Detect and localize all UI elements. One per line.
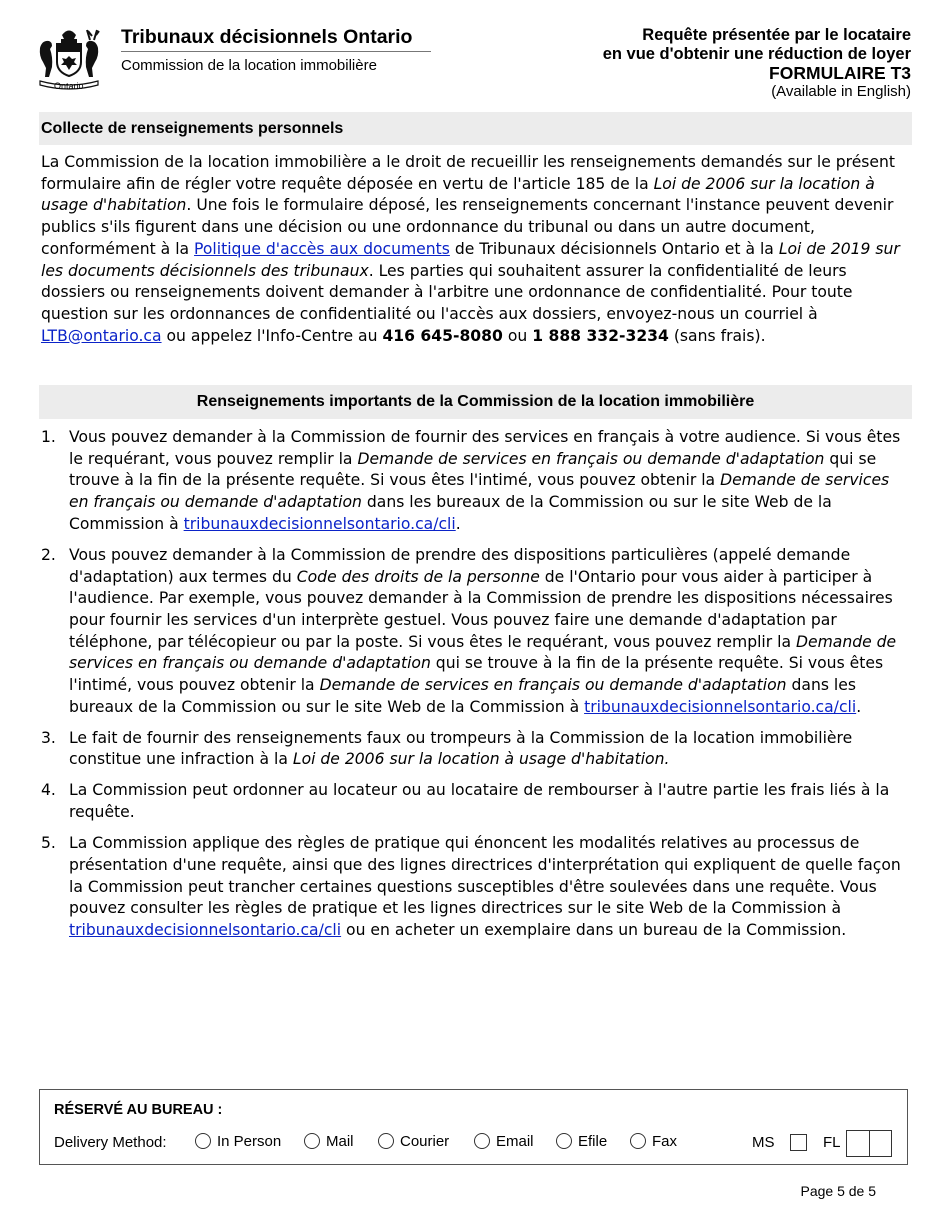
privacy-paragraph — [41, 152, 913, 347]
item-text: Vous pouvez demander à la Commission de prendre des dispositions particulières (appelé demande d'adaptation) aux termes du — [69, 545, 851, 586]
access-policy-link[interactable]: Politique d'accès aux documents — [194, 239, 450, 258]
privacy-act-title: Loi de 2006 sur la location à usage d'habitation — [41, 174, 875, 215]
phone-toll-free: 1 888 332-3234 — [532, 326, 669, 345]
radio-button[interactable] — [474, 1133, 490, 1149]
item-text: Le fait de fournir des renseignements faux ou trompeurs à la Commission de la location immobilière constitue une infraction à la — [69, 728, 853, 769]
form-code: FORMULAIRE T3 — [769, 63, 911, 83]
delivery-courier-option[interactable] — [378, 1133, 449, 1150]
radio-button[interactable] — [378, 1133, 394, 1149]
option-label: In Person — [217, 1133, 282, 1150]
list-item — [41, 427, 913, 536]
option-label: Fax — [652, 1133, 678, 1150]
list-item-number: 2. — [41, 545, 56, 564]
list-item — [41, 728, 913, 771]
item-text: dans les bureaux de la Commission ou sur le site Web de la Commission à — [69, 676, 856, 716]
item-text: ou en acheter un exemplaire dans un bureau de la Commission. — [341, 920, 847, 939]
list-item — [41, 833, 913, 942]
radio-button[interactable] — [195, 1133, 211, 1149]
delivery-mail-option[interactable] — [304, 1133, 354, 1150]
list-item — [41, 545, 913, 719]
organization-name: Tribunaux décisionnels Ontario — [121, 26, 413, 48]
ms-checkbox[interactable] — [790, 1134, 807, 1151]
item-text: . — [856, 697, 862, 716]
ms-label: MS — [752, 1134, 775, 1151]
item-text: Vous pouvez demander à la Commission de fournir des services en français à votre audience. Si vous êtes le requérant, vous pouvez remplir la — [69, 428, 901, 468]
privacy-section-title: Collecte de renseignements personnels — [39, 112, 912, 145]
privacy-text-4: . Les parties qui souhaitent assurer la confidentialité de leurs dossiers ou renseignements doivent demander à l'arbitre une ordonnance de confidentialité. Pour toute question sur les ordonnances de confidentialité ou l'accès aux dossiers, envoyez-nous un courriel à — [41, 261, 853, 323]
ltb-email-link[interactable]: LTB@ontario.ca — [41, 326, 162, 345]
option-label: Mail — [326, 1133, 354, 1150]
item-text: qui se trouve à la fin de la présente requête. Si vous êtes l'intimé, vous pouvez obtenir la — [69, 654, 884, 695]
delivery-fax-option[interactable] — [630, 1133, 677, 1150]
delivery-email-option[interactable] — [474, 1133, 534, 1150]
page-number: Page 5 de 5 — [800, 1183, 876, 1199]
ltb-website-link[interactable]: tribunauxdecisionnelsontario.ca/cli — [69, 920, 342, 939]
form-name: Demande de services en français ou demande d'adaptation — [319, 676, 787, 695]
item-text: . — [455, 514, 461, 533]
code-name: Code des droits de la personne — [296, 567, 540, 586]
list-item-number: 5. — [41, 834, 56, 853]
privacy-text-1: La Commission de la location immobilière a le droit de recueillir les renseignements demandés sur le présent formulaire afin de régler votre requête déposée en vertu de l'article 185 de la — [41, 153, 896, 193]
item-text: qui se trouve à la fin de la présente requête. Si vous êtes l'intimé, vous pouvez obtenir la — [69, 449, 877, 490]
header-divider — [121, 51, 431, 52]
form-title-block — [603, 26, 911, 100]
organization-subtitle: Commission de la location immobilière — [121, 57, 377, 74]
privacy-text-3: de Tribunaux décisionnels Ontario et à la — [449, 239, 779, 258]
form-name: Demande de services en français ou demande d'adaptation — [357, 449, 825, 468]
important-section-title: Renseignements importants de la Commission de la location immobilière — [39, 385, 912, 419]
item-text: dans les bureaux de la Commission ou sur le site Web de la Commission à — [69, 493, 832, 533]
logo-caption: Ontario — [54, 81, 84, 91]
fl-label: FL — [823, 1134, 841, 1151]
option-label: Efile — [578, 1133, 608, 1150]
option-label: Courier — [400, 1133, 450, 1150]
radio-button[interactable] — [304, 1133, 320, 1149]
ltb-website-link[interactable]: tribunauxdecisionnelsontario.ca/cli — [584, 697, 857, 716]
list-item-number: 1. — [41, 428, 56, 446]
office-use-title: RÉSERVÉ AU BUREAU : — [54, 1102, 223, 1118]
form-name: Demande de services en français ou demande d'adaptation — [69, 471, 890, 512]
radio-button[interactable] — [556, 1133, 572, 1149]
form-name: Demande de services en français ou demande d'adaptation — [69, 632, 897, 673]
list-item-number: 4. — [41, 781, 56, 800]
item-text: La Commission applique des règles de pratique qui énoncent les modalités relatives au processus de présentation d'une requête, ainsi que des lignes directrices d'interprétation qui expliquent de quelle façon la Commission peut trancher certaines questions susceptibles d'être soulevées dans une requête. Vous pouvez consulter les règles de pratique et les lignes directrices sur le site Web de la Commission à — [69, 834, 901, 918]
privacy-text-5: ou appelez l'Info-Centre au — [161, 326, 383, 345]
form-language-note: (Available in English) — [771, 83, 911, 100]
delivery-method-label: Delivery Method: — [54, 1134, 167, 1151]
privacy-act-title-2: Loi de 2019 sur les documents décisionnels des tribunaux — [41, 239, 900, 280]
item-text: La Commission peut ordonner au locateur ou au locataire de rembourser à l'autre partie les frais liés à la requête. — [69, 781, 890, 822]
delivery-efile-option[interactable] — [556, 1133, 607, 1150]
radio-button[interactable] — [630, 1133, 646, 1149]
option-label: Email — [496, 1133, 534, 1150]
phone-local: 416 645-8080 — [382, 326, 503, 345]
fl-input-cell[interactable] — [869, 1131, 892, 1156]
ltb-website-link[interactable]: tribunauxdecisionnelsontario.ca/cli — [183, 514, 456, 533]
important-info-list — [41, 427, 913, 951]
list-item — [41, 780, 913, 823]
fl-input[interactable] — [846, 1130, 892, 1157]
fl-input-cell[interactable] — [847, 1131, 870, 1156]
privacy-text-2: . Une fois le formulaire déposé, les renseignements concernant l'instance peuvent devenir publics s'ils figurent dans une décision ou une ordonnance du tribunal ou dans un autre document, conformément à la — [41, 196, 894, 258]
form-title-line2: en vue d'obtenir une réduction de loyer — [602, 45, 911, 63]
list-item-number: 3. — [41, 728, 56, 747]
privacy-text-6: ou — [502, 326, 533, 345]
delivery-in-person-option[interactable] — [195, 1133, 281, 1150]
item-text: de l'Ontario pour vous aider à participer à l'audience. Par exemple, vous pouvez demander à la Commission de prendre les dispositions nécessaires pour fournir les services d'un interprète gestuel. Vous pouvez faire une demande d'adaptation par téléphone, par télécopieur ou par la poste. Si vous êtes le requérant, vous pouvez remplir la — [69, 567, 893, 651]
office-use-box — [39, 1089, 908, 1165]
act-name: Loi de 2006 sur la location à usage d'habitation. — [292, 750, 670, 769]
privacy-text-7: (sans frais). — [668, 326, 766, 345]
form-title-line1: Requête présentée par le locataire — [642, 26, 911, 44]
